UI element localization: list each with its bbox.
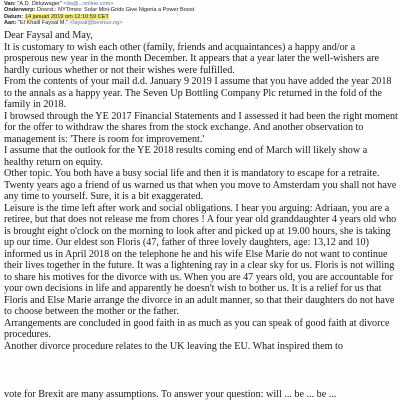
to-label: Aan:: [4, 20, 17, 27]
to-value: "El Khalil Faysal M.": [18, 20, 68, 27]
date-value: 14 januari 2019 om 12:10:59 CET: [24, 13, 109, 20]
paragraph: Leisure is the time left after work and social obligations. I hear you arguing: Adriaan, you are a retiree, but that does not release me from chores ! A four year old granddaughter 4 years old who is brought eight o'clock on the morning to look after and picked up at 19.00 hours, she is taking up our time. Our eldest son Floris (47, father of three lovely daughters, age: 13,12 and 10) informed us in April 2018 on the telephone he and his wife Else Marie do not want to continue their lives together in the future. It was a lightening ray in a clear sky for us. Floris is not willing to share his motives for the divorce with us. When you are 47 years old, you are accountable for your own decisions in life and apparently he doesn't wish to bother us. It is a relief for us that Floris and Else Marie arrange the divorce in an adult manner, so that their daughters do not have to choose between the mother or the father.: [4, 202, 397, 317]
paragraph: Arrangements are concluded in good faith in as much as you can speak of good faith at divorce procedures.: [4, 317, 390, 340]
salutation: Dear Faysal and May,: [4, 30, 93, 41]
from-email[interactable]: <da@...online.com>: [63, 1, 114, 7]
to-email[interactable]: <faysal@bevnuo.ng>: [69, 20, 123, 27]
paragraph: From the contents of your mail d.d. January 9 2019 I assume that you have added the year 2018 to the annals as a happy year. The Seven Up Bottling Company Plc returned in the fold of the family in 2018.: [4, 76, 392, 110]
subject-label: Onderwerp:: [4, 7, 36, 14]
paragraph: Another divorce procedure relates to the UK leaving the EU. What inspired them to: [4, 340, 343, 352]
cutoff-line: vote for Brexit are many assumptions. To answer your question: will ... be ... be ...: [4, 389, 337, 400]
paragraph: I assume that the outlook for the YE 2018 results coming end of March will likely show a healthy return on equity.: [4, 145, 368, 168]
from-label: Van:: [4, 1, 16, 7]
paragraph: Other topic. You both have a busy social life and then it is mandatory to escape for a retraite. Twenty years ago a friend of us warned us that when you move to Amsterdam you shall not have any time to yourself. Sure, it is a bit exaggerated.: [4, 168, 397, 202]
paragraph: It is customary to wish each other (family, friends and acquaintances) a happy and/or a prosperous new year in the month December. It appears that a year later the well-wishers are hardly curious whether or not their wishes were fulfilled.: [4, 41, 380, 76]
to-row: [4, 20, 394, 26]
date-label: Datum:: [4, 13, 24, 20]
subject-value: Doorst.: NYTimes: Solar Mini-Grids Give Nigeria a Power Boost: [36, 7, 195, 14]
from-value: "A.D. Dirkzwager": [17, 1, 62, 7]
email-header: [4, 1, 394, 27]
paragraph: I browsed through the YE 2017 Financial Statements and I assessed it had been the right moment for the offer to withdraw the shares from the stock exchange. And another observation to management is: 'There is room for improvement.': [4, 110, 398, 145]
letter-body: [4, 30, 398, 352]
